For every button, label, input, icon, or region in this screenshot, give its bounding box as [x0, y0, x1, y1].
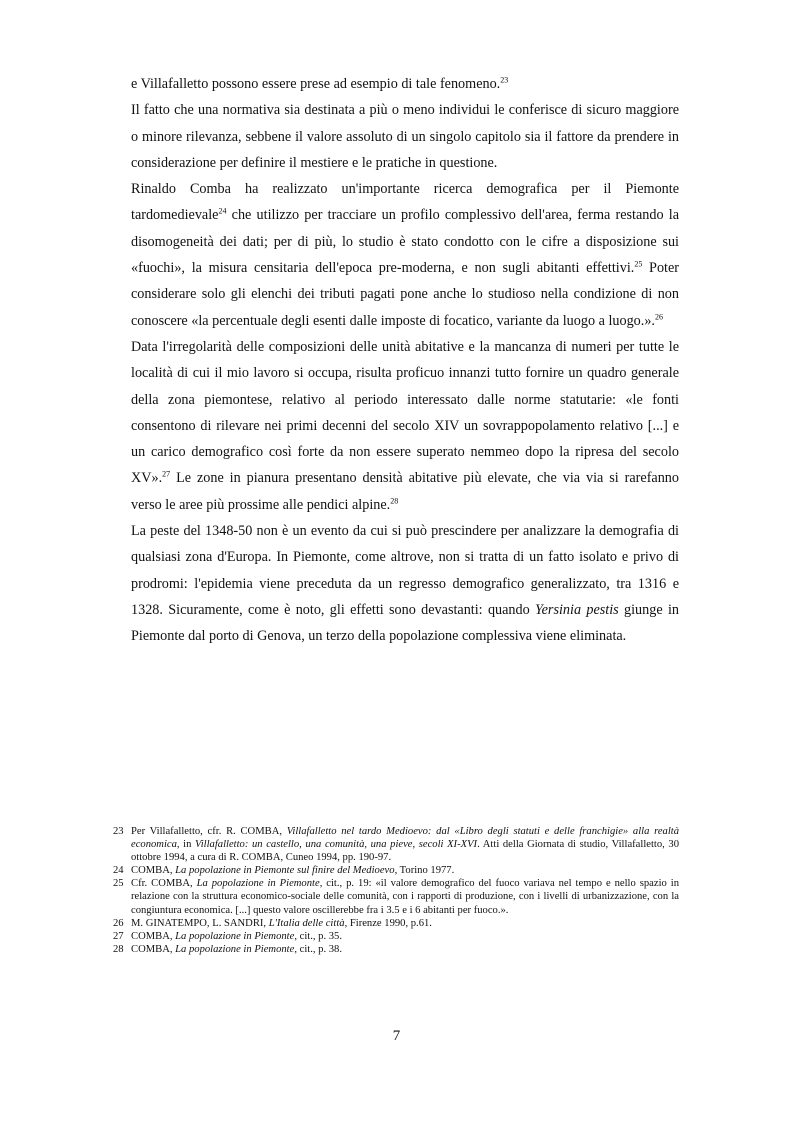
paragraph-2: [131, 97, 679, 176]
footnote-text: , in: [176, 839, 196, 851]
footnote-title: La popolazione in Piemonte: [196, 878, 320, 890]
paragraph-5-italic: Yersinia pestis: [535, 601, 619, 618]
footnote-number: 26: [113, 917, 124, 929]
footnote-text: COMBA,: [131, 865, 176, 877]
paragraph-5-text-b: giunge in Piemonte dal porto di Genova, un terzo della popolazione complessiva viene eliminata.: [131, 601, 679, 645]
footnote-title: Villafalletto: un castello, una comunità, una pieve, secoli XI-XVI: [195, 839, 478, 851]
paragraph-3-text-b: che utilizzo per tracciare un profilo complessivo dell'area, ferma restando la disomogeneità dei dati; per di più, lo studio è stato condotto con le cifre a disposizione sui «fuochi», la misura censitaria dell'epoca pre-moderna, e non sugli abitanti effettivi.: [131, 207, 679, 277]
footnote-text: Per Villafalletto, cfr. R. COMBA,: [131, 826, 287, 837]
body-text: [131, 71, 679, 650]
page-number: 7: [392, 1028, 401, 1044]
footnote-text: COMBA,: [131, 930, 176, 942]
footnote-ref-24[interactable]: 24: [218, 206, 227, 216]
footnote-ref-26[interactable]: 26: [654, 311, 663, 321]
paragraph-5: [131, 518, 679, 649]
footnote-ref-23[interactable]: 23: [500, 75, 509, 85]
footnote-number: 27: [113, 930, 124, 942]
footnote-text: COMBA,: [131, 943, 176, 955]
footnote-number: 28: [113, 943, 124, 955]
paragraph-1: [131, 71, 679, 97]
paragraph-2-text: Il fatto che una normativa sia destinata a più o meno individui le conferisce di sicuro maggiore o minore rilevanza, sebbene il valore assoluto di un singolo capitolo sia il fattore da prendere in considerazione per definire il mestiere e le pratiche in questione.: [131, 102, 679, 171]
footnote-26: [113, 917, 679, 930]
footnote-23: [113, 825, 679, 864]
footnote-text: . Atti della Giornata di studio, Villafalletto, 30 ottobre 1994, a cura di R. COMBA, Cuneo 1994, pp. 190-97.: [131, 839, 680, 864]
footnote-number: 24: [113, 865, 124, 877]
paragraph-5-text-a: La peste del 1348-50 non è un evento da cui si può prescindere per analizzare la demografia di qualsiasi zona d'Europa. In Piemonte, come altrove, non si tratta di un fatto isolato e privo di prodromi: l'epidemia viene preceduta da un regresso demografico generalizzato, tra 1316 e 1328. Sicuramente, come è noto, gli effetti sono devastanti: quando: [131, 523, 679, 618]
footnote-title: L'Italia delle città: [268, 917, 345, 929]
paragraph-1-text: e Villafalletto possono essere prese ad esempio di tale fenomeno.: [131, 76, 501, 92]
footnote-text: , Firenze 1990, p.61.: [344, 917, 432, 929]
paragraph-4-text-b: Le zone in pianura presentano densità abitative più elevate, che via via si rarefanno verso le aree più prossime alle pendici alpine.: [131, 470, 679, 513]
footnote-28: [113, 943, 679, 956]
paragraph-3: [131, 176, 679, 334]
footnote-number: 25: [113, 878, 124, 890]
footnote-title: La popolazione in Piemonte: [175, 930, 295, 942]
footnote-title: La popolazione in Piemonte sul finire del Medioevo: [175, 865, 395, 877]
footnote-title: Villafalletto nel tardo Medioevo: dal «Libro degli statuti e delle franchigie» alla realtà economica: [131, 826, 679, 851]
footnote-text: M. GINATEMPO, L. SANDRI,: [131, 917, 269, 929]
footnote-24: [113, 864, 679, 877]
paragraph-3-text-a: Rinaldo Comba ha realizzato un'importante ricerca demografica per il Piemonte tardomedievale: [131, 181, 679, 224]
footnote-text: Cfr. COMBA,: [131, 878, 197, 890]
paragraph-4: [131, 334, 679, 518]
paragraph-3-text-c: Poter considerare solo gli elenchi dei tributi pagati pone anche lo studioso nella condizione di non conoscere «la percentuale degli esenti dalle imposte di focatico, variante da luogo a luogo.».: [131, 260, 680, 329]
footnote-text: , cit., p. 19: «il valore demografico del fuoco variava nel tempo e nello spazio in relazione con la struttura economico-sociale delle comunità, con i rapporti di produzione, con i livelli di urbanizzazione, con la congiuntura economica. [...] questo valore oscillerebbe fra i 3.5 e i 6 abitanti per fuoco.».: [131, 878, 680, 916]
footnote-text: , cit., p. 35.: [294, 930, 342, 942]
footnote-title: La popolazione in Piemonte: [175, 943, 295, 955]
footnote-ref-27[interactable]: 27: [162, 469, 171, 479]
footnote-text: , Torino 1977.: [394, 865, 455, 877]
footnote-25: [113, 877, 679, 916]
paragraph-4-text-a: Data l'irregolarità delle composizioni delle unità abitative e la mancanza di numeri per tutte le località di cui il mio lavoro si occupa, risulta proficuo innanzi tutto fornire un quadro generale della zona piemontese, relativo al periodo interessato dalle norme statutarie: «le fonti consentono di rilevare nei primi decenni del secolo XIV un sovrappopolamento relativo [...] e un carico demografico così forte da non essere superato nemmeo dopo la ripresa del secolo XV».: [131, 338, 679, 487]
footnote-number: 23: [113, 826, 124, 837]
footnote-text: , cit., p. 38.: [294, 943, 342, 955]
footnote-ref-25[interactable]: 25: [634, 259, 643, 269]
footnotes: [113, 825, 679, 956]
footnote-ref-28[interactable]: 28: [390, 496, 399, 506]
footnote-27: [113, 930, 679, 943]
